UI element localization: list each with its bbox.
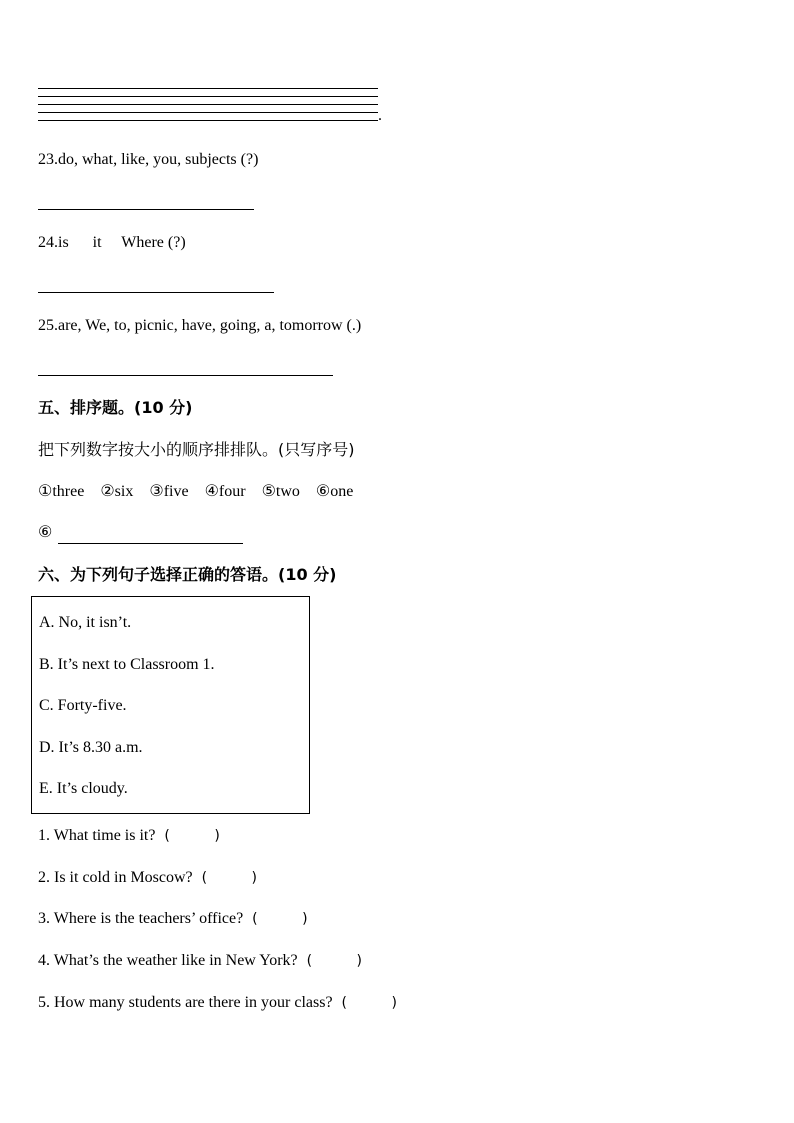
question-words: do, what, like, you, subjects (?): [58, 151, 259, 168]
question-number: 23.: [38, 151, 58, 168]
answer-blank[interactable]: ( ): [164, 828, 220, 844]
match-question-1: [38, 825, 220, 847]
answer-line-25[interactable]: [38, 375, 333, 376]
question-text: 3. Where is the teachers’ office?: [38, 910, 244, 927]
writing-line-2: [38, 96, 378, 97]
answer-option: C. Forty-five.: [39, 697, 127, 714]
question-text: 4. What’s the weather like in New York?: [38, 952, 298, 969]
answer-blank[interactable]: ( ): [341, 995, 397, 1011]
writing-line-3: [38, 104, 378, 105]
answer-option: D. It’s 8.30 a.m.: [39, 739, 143, 756]
answer-option: E. It’s cloudy.: [39, 780, 128, 797]
question-words: are, We, to, picnic, have, going, a, tomorrow (.): [58, 317, 362, 334]
choice-item: ③five: [149, 483, 189, 500]
question-23: [38, 149, 258, 171]
section-5-instruction: 把下列数字按大小的顺序排排队。(只写序号): [38, 440, 355, 459]
writing-line-4: [38, 112, 378, 113]
number-choices: [38, 481, 369, 503]
answer-blank[interactable]: ( ): [252, 911, 308, 927]
match-question-5: [38, 992, 397, 1014]
question-number: 24.: [38, 234, 58, 251]
answer-line-24[interactable]: [38, 292, 274, 293]
match-question-3: [38, 908, 308, 930]
question-text: 2. Is it cold in Moscow?: [38, 869, 193, 886]
answer-options-box: [31, 596, 310, 814]
choice-item: ②six: [100, 483, 134, 500]
section-5-title: 五、排序题。(10 分): [38, 398, 193, 417]
question-text: 1. What time is it?: [38, 827, 156, 844]
answer-line-23[interactable]: [38, 209, 254, 210]
writing-line-1: [38, 88, 378, 89]
section-6-title: 六、为下列句子选择正确的答语。(10 分): [38, 565, 337, 584]
match-question-4: [38, 950, 362, 972]
question-24: [38, 232, 186, 254]
question-25: [38, 315, 361, 337]
choice-item: ④four: [204, 483, 246, 500]
line-end-period: .: [378, 107, 382, 124]
answer-blank[interactable]: ( ): [306, 953, 363, 969]
answer-option: A. No, it isn’t.: [39, 614, 132, 631]
question-number: 25.: [38, 317, 58, 334]
match-question-2: [38, 867, 257, 889]
choice-item: ①three: [38, 483, 85, 500]
writing-line-5: [38, 120, 378, 121]
question-text: 5. How many students are there in your class?: [38, 994, 333, 1011]
question-words: is it Where (?): [58, 234, 186, 251]
answer-option: B. It’s next to Classroom 1.: [39, 656, 215, 673]
ordering-answer-prefix: ⑥: [38, 524, 53, 541]
choice-item: ⑤two: [261, 483, 300, 500]
answer-blank[interactable]: ( ): [201, 870, 258, 886]
choice-item: ⑥one: [315, 483, 354, 500]
ordering-answer-line[interactable]: [58, 543, 243, 544]
